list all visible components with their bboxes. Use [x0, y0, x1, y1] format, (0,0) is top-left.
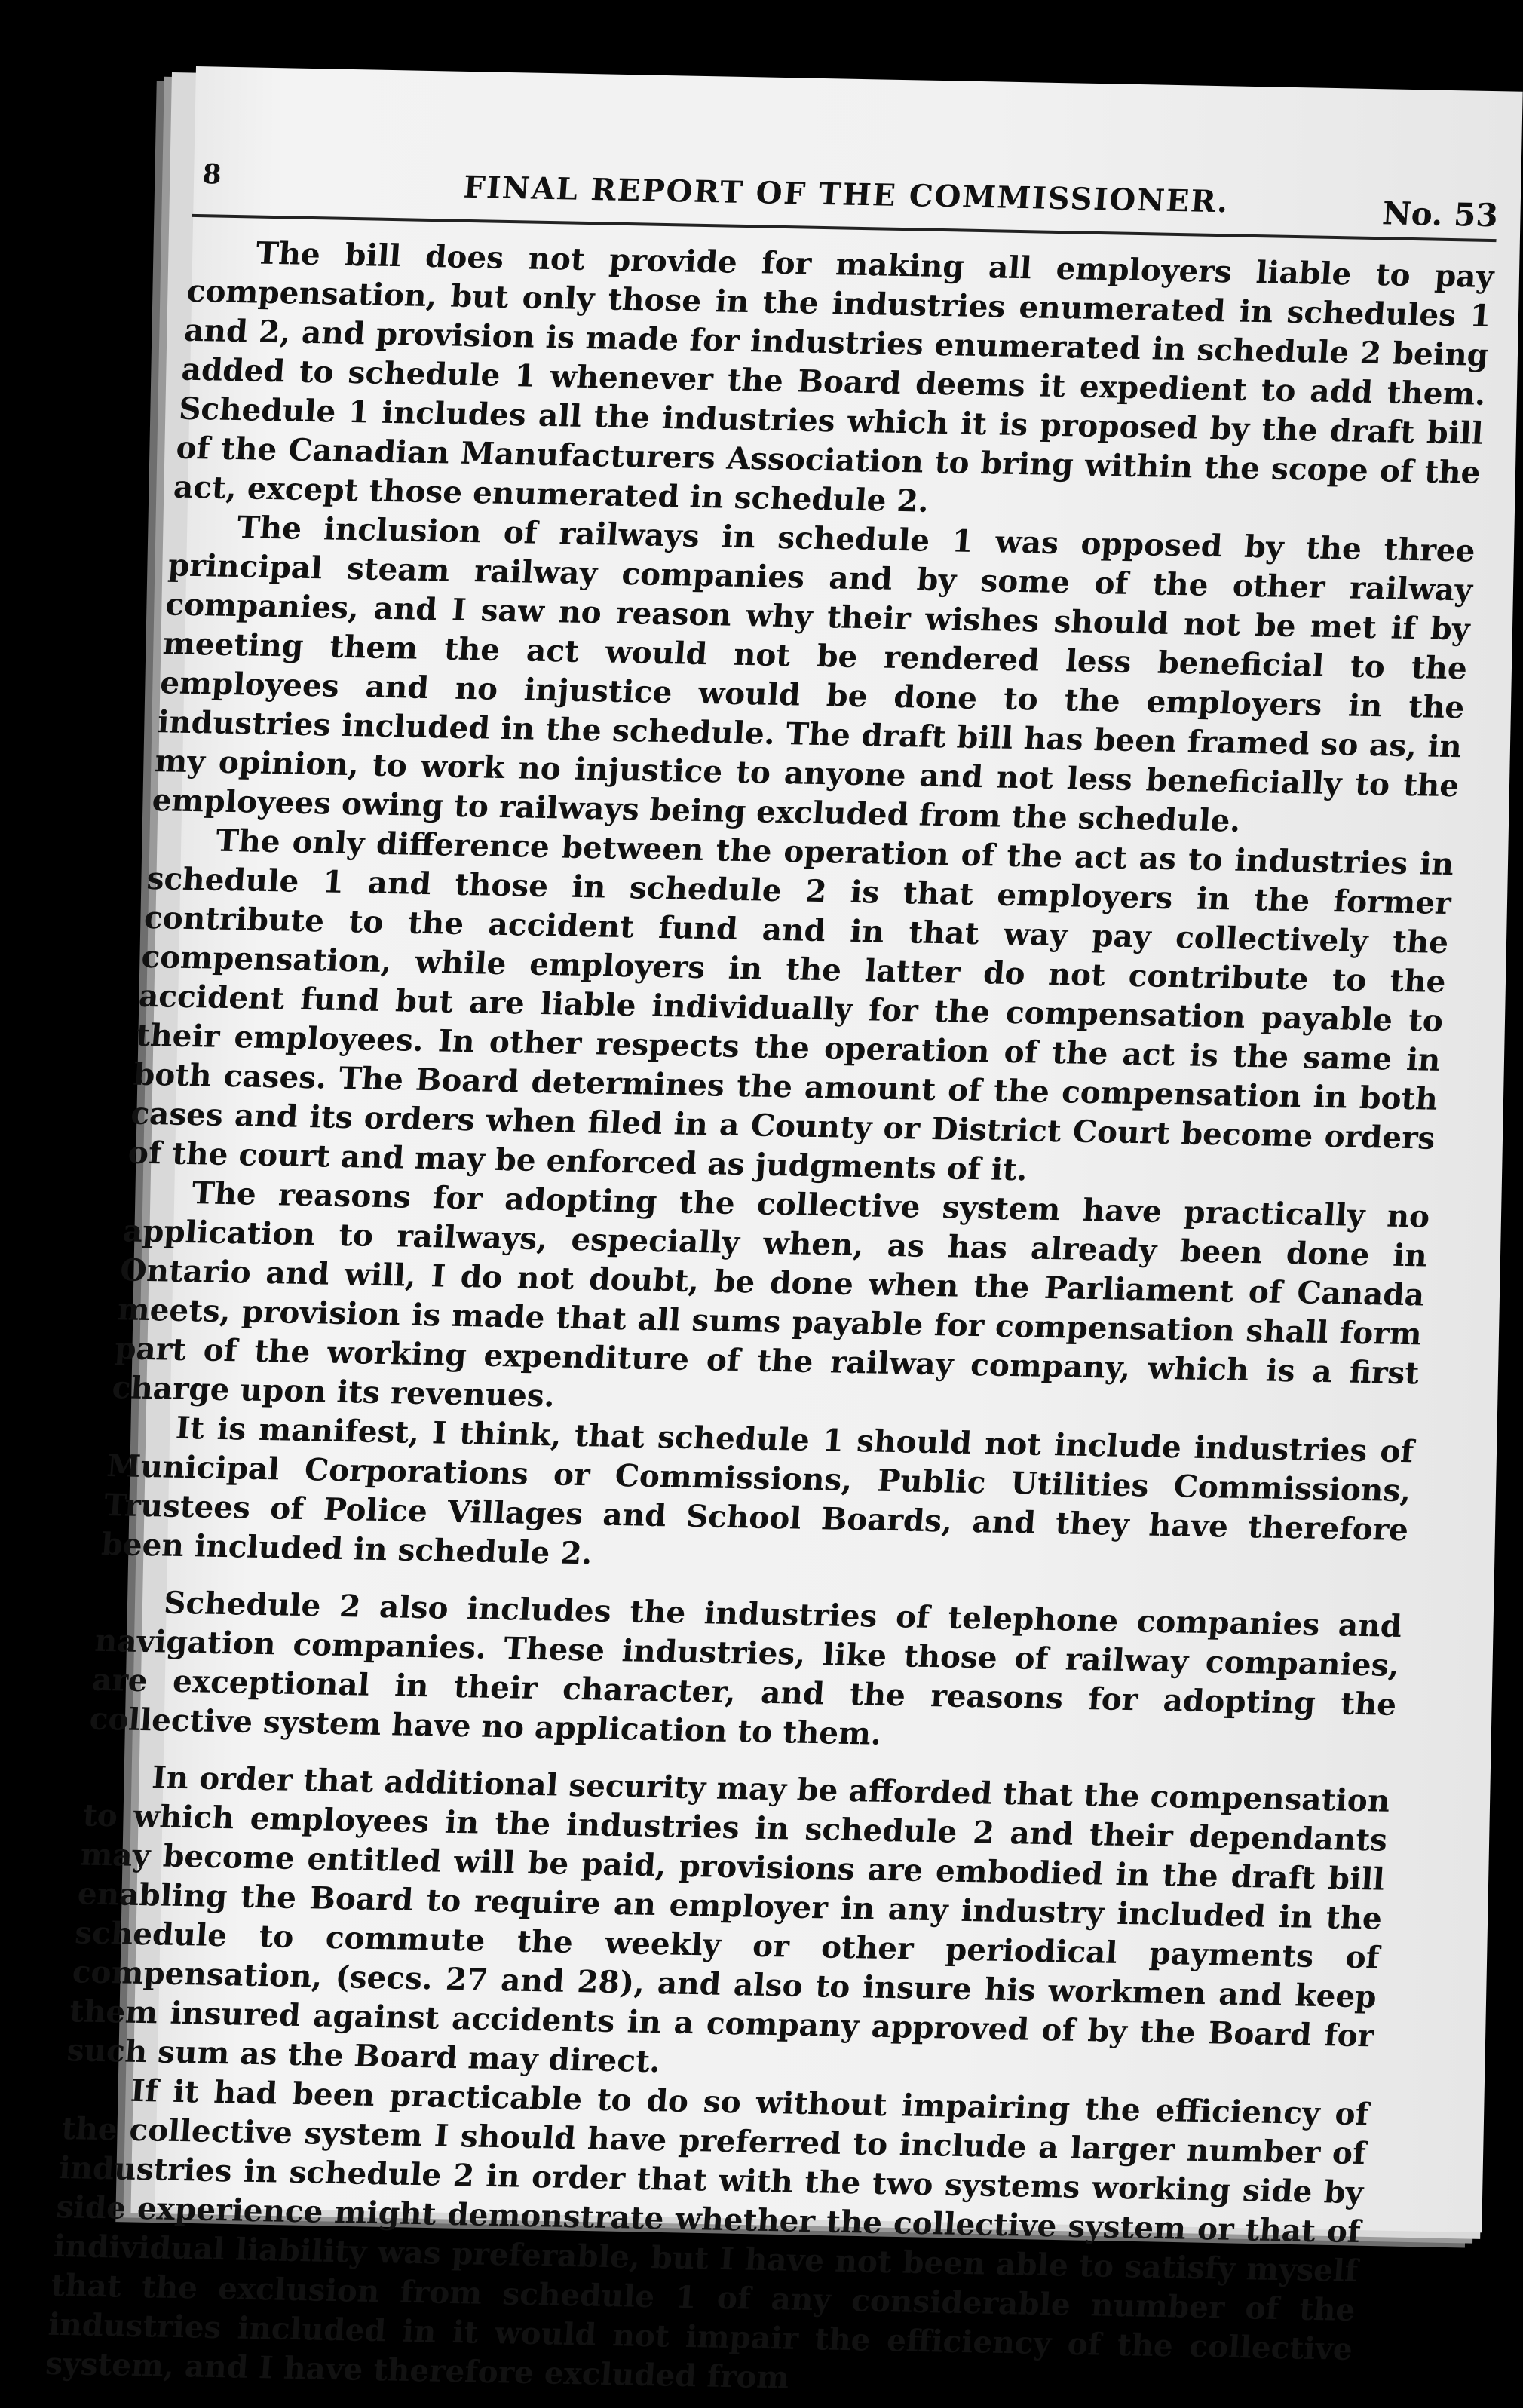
- paragraph: The bill does not provide for making all employers liable to pay compensation, but only those in the industries enumerated in schedules 1 and 2, and provision is made for industries enumerated in schedule 2 being added to schedule 1 whenever the Board deems it expedient to add them. Schedule 1 includes all the industries which it is proposed by the draft bill of the Canadian Manufacturers Association to bring within the scope of the act, except those enumerated in schedule 2.: [172, 234, 1495, 519]
- running-head-title: FINAL REPORT OF THE COMMISSIONER.: [462, 169, 1230, 220]
- body-text: [44, 232, 1495, 2408]
- paragraph: If it had been practicable to do so without impairing the efficiency of the collective system I should have preferred to include a larger number of industries in schedule 2 in order that with the two systems working side by side experience might demonstrate whether the collective system or that of individual liability was preferable, but I have not been able to satisfy myself that the exclusion from schedule 1 of any considerable number of the industries included in it would not impair the efficiency of the collective system, and I have therefore excluded from: [44, 2072, 1370, 2396]
- document-number: No. 53: [1381, 195, 1500, 234]
- paragraph: In order that additional security may be afforded that the compensation to which employees in the industries in schedule 2 and their dependants may become entitled will be paid, provisions are embodied in the draft bill enabling the Board to require an employer in any industry included in the schedule to commute the weekly or other periodical payments of compensation, (secs. 27 and 28), and also to insure his workmen and keep them insured against accidents in a company approved of by the Board for such sum as the Board may direct.: [66, 1759, 1392, 2080]
- page-content: [44, 158, 1500, 2408]
- paragraph: Schedule 2 also includes the industries of telephone companies and navigation companies. These industries, like those of railway companies, are exceptional in their character, and the reasons for adopting the collective system have no application to them.: [88, 1584, 1403, 1752]
- paragraph: The reasons for adopting the collective system have practically no application to railways, especially when, as has already been done in Ontario and will, I do not doubt, be done when the Parliament of Canada meets, provision is made that all sums payable for compensation shall form part of the working expenditure of the railway company, which is a first charge upon its revenues.: [111, 1175, 1431, 1414]
- paragraph: The inclusion of railways in schedule 1 was opposed by the three principal steam railway companies and by some of the other railway companies, and I saw no reason why their wishes should not be met if by meeting them the act would not be rendered less beneficial to the employees and no injustice would be done to the employers in the industries included in the schedule. The draft bill has been framed so as, in my opinion, to work no injustice to anyone and not less beneficially to the employees owing to railways being excluded from the schedule.: [151, 509, 1477, 839]
- page-number: 8: [201, 158, 223, 191]
- paragraph: The only difference between the operation of the act as to industries in schedule 1 and those in schedule 2 is that employers in the former contribute to the accident fund and in that way pay collectively the compensation, while employers in the latter do not contribute to the accident fund but are liable individually for the compensation payable to their employees. In other respects the operation of the act is the same in both cases. The Board determines the amount of the compensation in both cases and its orders when filed in a County or District Court become orders of the court and may be enforced as judgments of it.: [127, 822, 1455, 1188]
- paragraph: It is manifest, I think, that schedule 1 should not include industries of Municipal Corporations or Commissions, Public Utilities Commissions, Trustees of Police Villages and School Boards, and they have therefore been included in schedule 2.: [100, 1409, 1415, 1572]
